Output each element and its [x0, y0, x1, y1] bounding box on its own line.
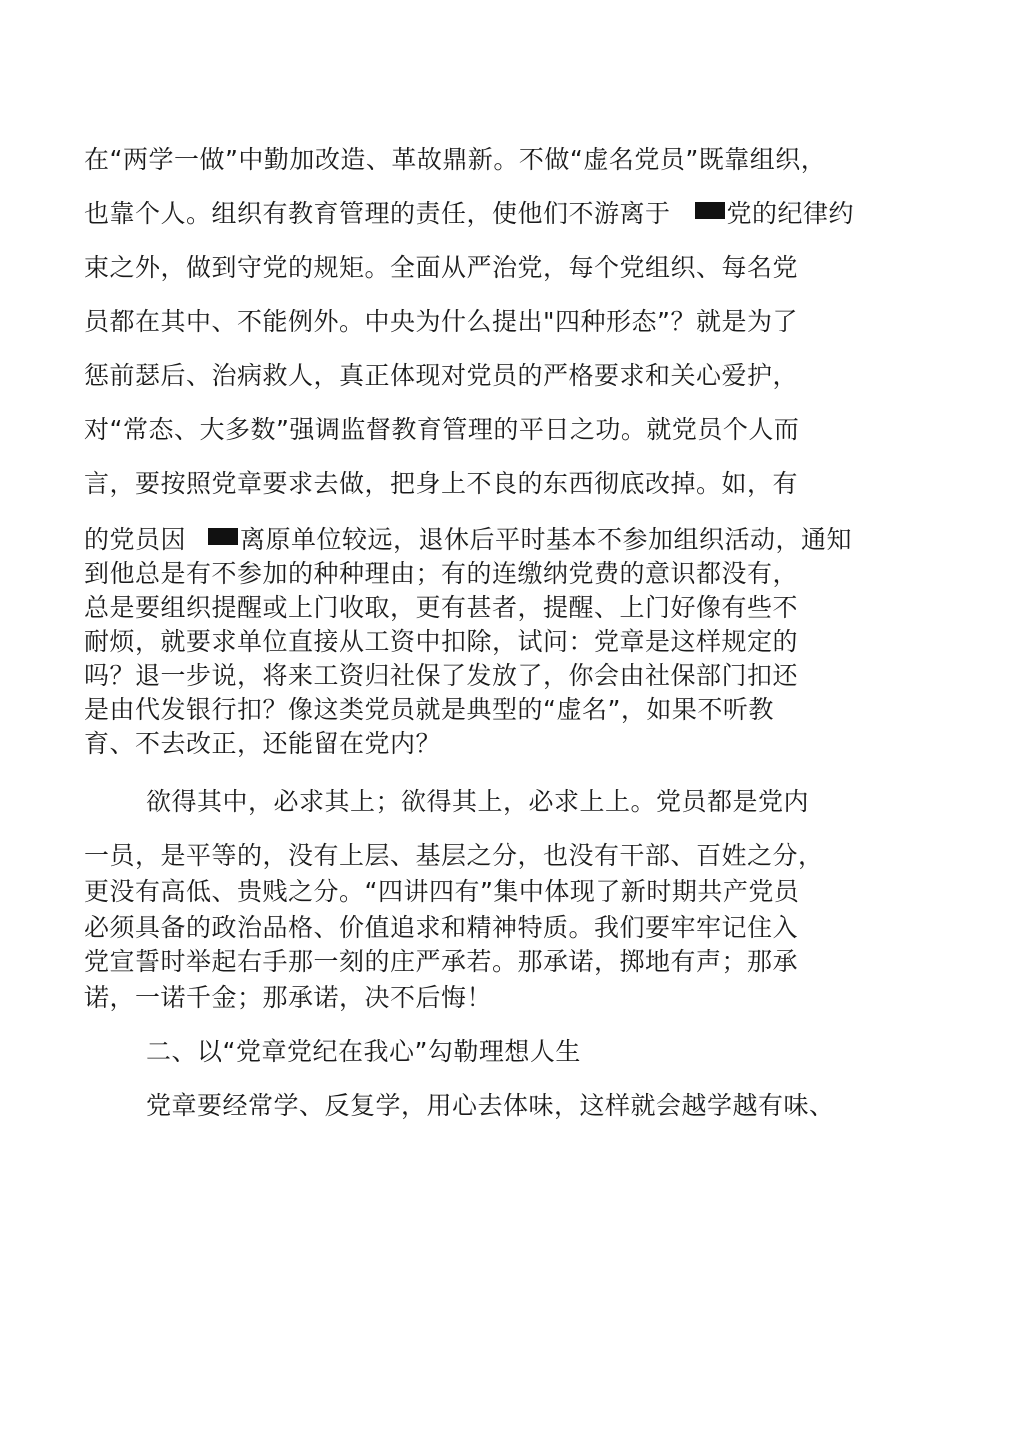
text-line: 是由代发银行扣？像这类党员就是典型的“虚名”，如果不听教 — [84, 695, 774, 724]
text-line: 欲得其中，必求其上；欲得其上，必求上上。党员都是党内 — [146, 787, 810, 816]
text-line: 束之外，做到守党的规矩。全面从严治党，每个党组织、每名党 — [84, 253, 799, 282]
text-line: 必须具备的政治品格、价值追求和精神特质。我们要牢牢记住入 — [84, 913, 799, 942]
text-fragment: 也靠个人。组织有教育管理的责任，使他们不游离于 — [84, 199, 671, 228]
text-line: 一员，是平等的，没有上层、基层之分，也没有干部、百姓之分， — [84, 841, 824, 870]
garbled-glyph-icon — [208, 528, 238, 545]
text-line: 党章要经常学、反复学，用心去体味，这样就会越学越有味、 — [146, 1091, 835, 1120]
text-line: 对“常态、大多数”强调监督教育管理的平日之功。就党员个人而 — [84, 415, 800, 444]
text-line: 惩前瑟后、治病救人，真正体现对党员的严格要求和关心爱护， — [84, 361, 799, 390]
text-line: 在“两学一做”中勤加改造、革故鼎新。不做“虚名党员”既靠组织， — [84, 145, 827, 174]
text-line: 员都在其中、不能例外。中央为什么提出"四种形态”？就是为了 — [84, 307, 798, 336]
section-heading: 二、以“党章党纪在我心”勾勒理想人生 — [146, 1037, 581, 1066]
text-line: 言，要按照党章要求去做，把身上不良的东西彻底改掉。如，有 — [84, 469, 799, 498]
text-fragment: 的党员因 — [84, 525, 187, 554]
text-line: 到他总是有不参加的种种理由；有的连缴纳党费的意识都没有， — [84, 559, 799, 588]
text-line: 吗？退一步说，将来工资归社保了发放了，你会由社保部门扣还 — [84, 661, 799, 690]
text-line: 总是要组织提醒或上门收取，更有甚者，提醒、上门好像有些不 — [84, 593, 799, 622]
text-line: 诺，一诺千金；那承诺，决不后悔！ — [84, 983, 493, 1012]
text-fragment: 离原单位较远，退休后平时基本不参加组织活动，通知 — [240, 525, 853, 554]
garbled-glyph-icon — [695, 202, 725, 219]
text-line: 育、不去改正，还能留在党内？ — [84, 729, 442, 758]
text-line: 更没有高低、贵贱之分。“四讲四有”集中体现了新时期共产党员 — [84, 877, 800, 906]
text-line: 党宣誓时举起右手那一刻的庄严承若。那承诺，掷地有声；那承 — [84, 947, 799, 976]
text-line — [84, 524, 852, 556]
text-line — [84, 198, 854, 230]
text-fragment: 党的纪律约 — [726, 199, 855, 228]
text-line: 耐烦，就要求单位直接从工资中扣除，试问：党章是这样规定的 — [84, 627, 799, 656]
